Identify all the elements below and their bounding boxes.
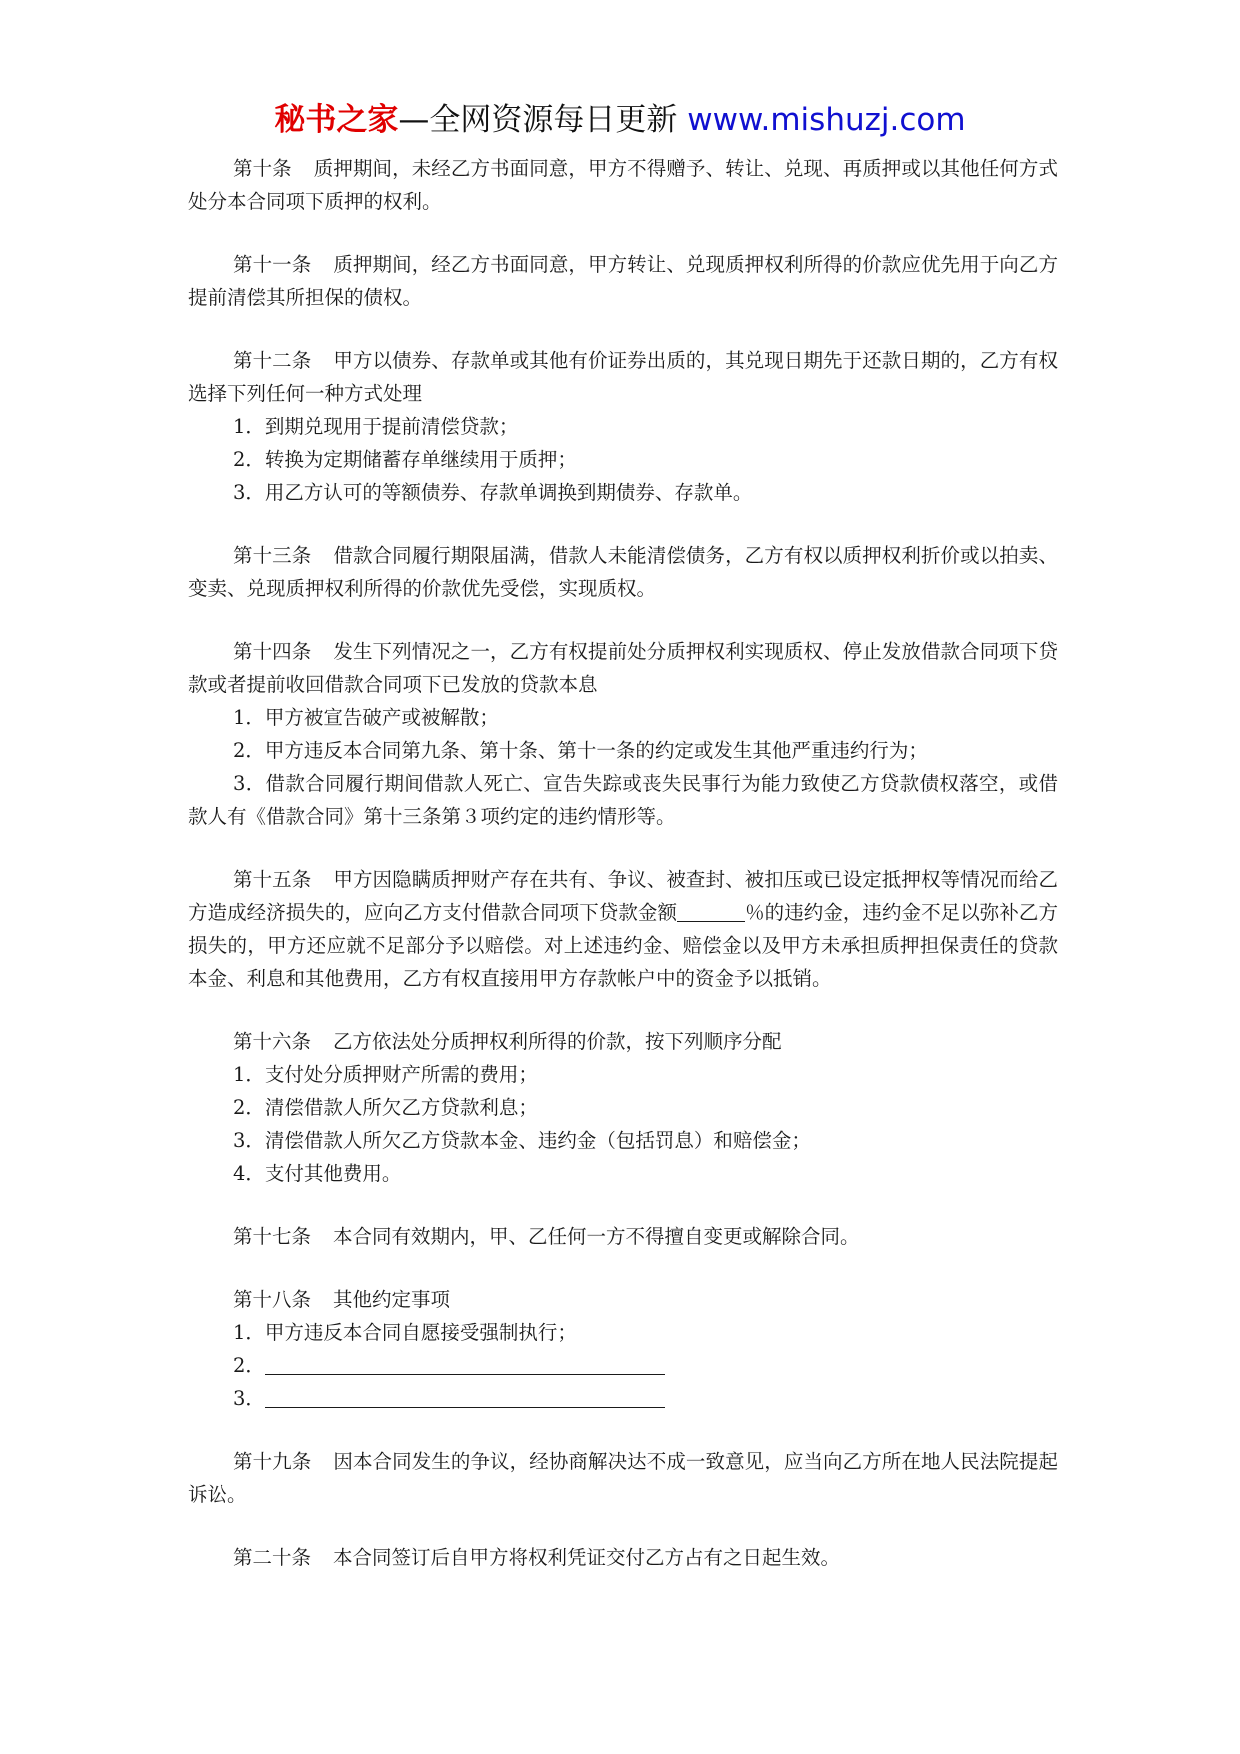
list-item: 1．到期兑现用于提前清偿贷款； xyxy=(233,415,519,438)
article-text: 甲方以债券、存款单或其他有价证券出质的，其兑现日期先于还款日期的，乙方有权选择下列任何一种方式处理 xyxy=(188,349,1058,405)
article-paragraph xyxy=(188,344,1058,410)
contract-body xyxy=(188,152,1058,1604)
article-paragraph xyxy=(188,863,1058,995)
article-11 xyxy=(188,248,1058,314)
article-paragraph xyxy=(188,1025,1058,1058)
list-item: 3．借款合同履行期间借款人死亡、宣告失踪或丧失民事行为能力致使乙方贷款债权落空，或借款人有《借款合同》第十三条第３项约定的违约情形等。 xyxy=(188,772,1058,828)
list-item: 4．支付其他费用。 xyxy=(233,1162,402,1185)
item-number: 3． xyxy=(233,1387,265,1410)
list-item: 1．甲方被宣告破产或被解散； xyxy=(233,706,499,729)
article-title: 第十六条 xyxy=(233,1030,312,1053)
article-item-list xyxy=(188,1058,1058,1190)
list-item: 3．清偿借款人所欠乙方贷款本金、违约金（包括罚息）和赔偿金； xyxy=(233,1129,811,1152)
fill-in-blank-line xyxy=(265,1352,665,1375)
list-item: 2．清偿借款人所欠乙方贷款利息； xyxy=(233,1096,538,1119)
list-item: 1．甲方违反本合同自愿接受强制执行； xyxy=(233,1321,577,1344)
list-item xyxy=(188,1349,1058,1382)
article-paragraph xyxy=(188,539,1058,605)
article-15 xyxy=(188,863,1058,995)
article-20 xyxy=(188,1541,1058,1574)
penalty-rate-blank xyxy=(677,899,745,922)
article-text: 本合同有效期内，甲、乙任何一方不得擅自变更或解除合同。 xyxy=(333,1225,860,1248)
article-17 xyxy=(188,1220,1058,1253)
article-title: 第十条 xyxy=(233,157,292,180)
article-text: 借款合同履行期限届满，借款人未能清偿债务，乙方有权以质押权利折价或以拍卖、变卖、兑现质押权利所得的价款优先受偿，实现质权。 xyxy=(188,544,1058,600)
article-item-list xyxy=(188,701,1058,833)
article-text: 本合同签订后自甲方将权利凭证交付乙方占有之日起生效。 xyxy=(333,1546,841,1569)
article-text: 乙方依法处分质押权利所得的价款，按下列顺序分配 xyxy=(333,1030,782,1053)
site-header xyxy=(0,100,1240,140)
article-text: 质押期间，未经乙方书面同意，甲方不得赠予、转让、兑现、再质押或以其他任何方式处分本合同项下质押的权利。 xyxy=(188,157,1058,213)
article-title: 第十五条 xyxy=(233,868,312,891)
article-item-list xyxy=(188,410,1058,509)
article-paragraph xyxy=(188,152,1058,218)
item-number: 2． xyxy=(233,1354,265,1377)
list-item: 3．用乙方认可的等额债券、存款单调换到期债券、存款单。 xyxy=(233,481,753,504)
article-title: 第十九条 xyxy=(233,1450,312,1473)
site-url-link[interactable]: www.mishuzj.com xyxy=(687,102,966,138)
fill-in-blank-line xyxy=(265,1385,665,1408)
article-text: 其他约定事项 xyxy=(333,1288,451,1311)
article-paragraph xyxy=(188,1283,1058,1316)
article-19 xyxy=(188,1445,1058,1511)
article-title: 第十四条 xyxy=(233,640,312,663)
article-title: 第十八条 xyxy=(233,1288,312,1311)
article-18 xyxy=(188,1283,1058,1415)
article-item-list xyxy=(188,1316,1058,1415)
article-text: 质押期间，经乙方书面同意，甲方转让、兑现质押权利所得的价款应优先用于向乙方提前清偿其所担保的债权。 xyxy=(188,253,1058,309)
header-slogan: —全网资源每日更新 xyxy=(398,102,678,138)
article-title: 第十三条 xyxy=(233,544,312,567)
article-title: 第二十条 xyxy=(233,1546,312,1569)
article-title: 第十一条 xyxy=(233,253,312,276)
article-paragraph xyxy=(188,635,1058,701)
article-title: 第十七条 xyxy=(233,1225,312,1248)
article-text: ％的违约金，违约金不足以弥补乙方损失的，甲方还应就不足部分予以赔偿。对上述违约金、赔偿金以及甲方未承担质押担保责任的贷款本金、利息和其他费用，乙方有权直接用甲方存款帐户中的资金予以抵销。 xyxy=(188,901,1058,990)
brand-name: 秘书之家 xyxy=(274,102,399,138)
article-text: 甲方因隐瞒质押财产存在共有、争议、被查封、被扣压或已设定抵押权等情况而给乙方造成经济损失的，应向乙方支付借款合同项下贷款金额 xyxy=(188,868,1058,924)
article-13 xyxy=(188,539,1058,605)
article-14 xyxy=(188,635,1058,833)
article-title: 第十二条 xyxy=(233,349,312,372)
article-paragraph xyxy=(188,1541,1058,1574)
list-item xyxy=(188,1382,1058,1415)
article-paragraph xyxy=(188,248,1058,314)
article-text: 发生下列情况之一，乙方有权提前处分质押权利实现质权、停止发放借款合同项下贷款或者提前收回借款合同项下已发放的贷款本息 xyxy=(188,640,1058,696)
article-10 xyxy=(188,152,1058,218)
article-paragraph xyxy=(188,1445,1058,1511)
list-item: 2．甲方违反本合同第九条、第十条、第十一条的约定或发生其他严重违约行为； xyxy=(233,739,928,762)
list-item: 1．支付处分质押财产所需的费用； xyxy=(233,1063,538,1086)
list-item: 2．转换为定期储蓄存单继续用于质押； xyxy=(233,448,577,471)
article-text: 因本合同发生的争议，经协商解决达不成一致意见，应当向乙方所在地人民法院提起诉讼。 xyxy=(188,1450,1058,1506)
article-12 xyxy=(188,344,1058,509)
article-paragraph xyxy=(188,1220,1058,1253)
article-16 xyxy=(188,1025,1058,1190)
